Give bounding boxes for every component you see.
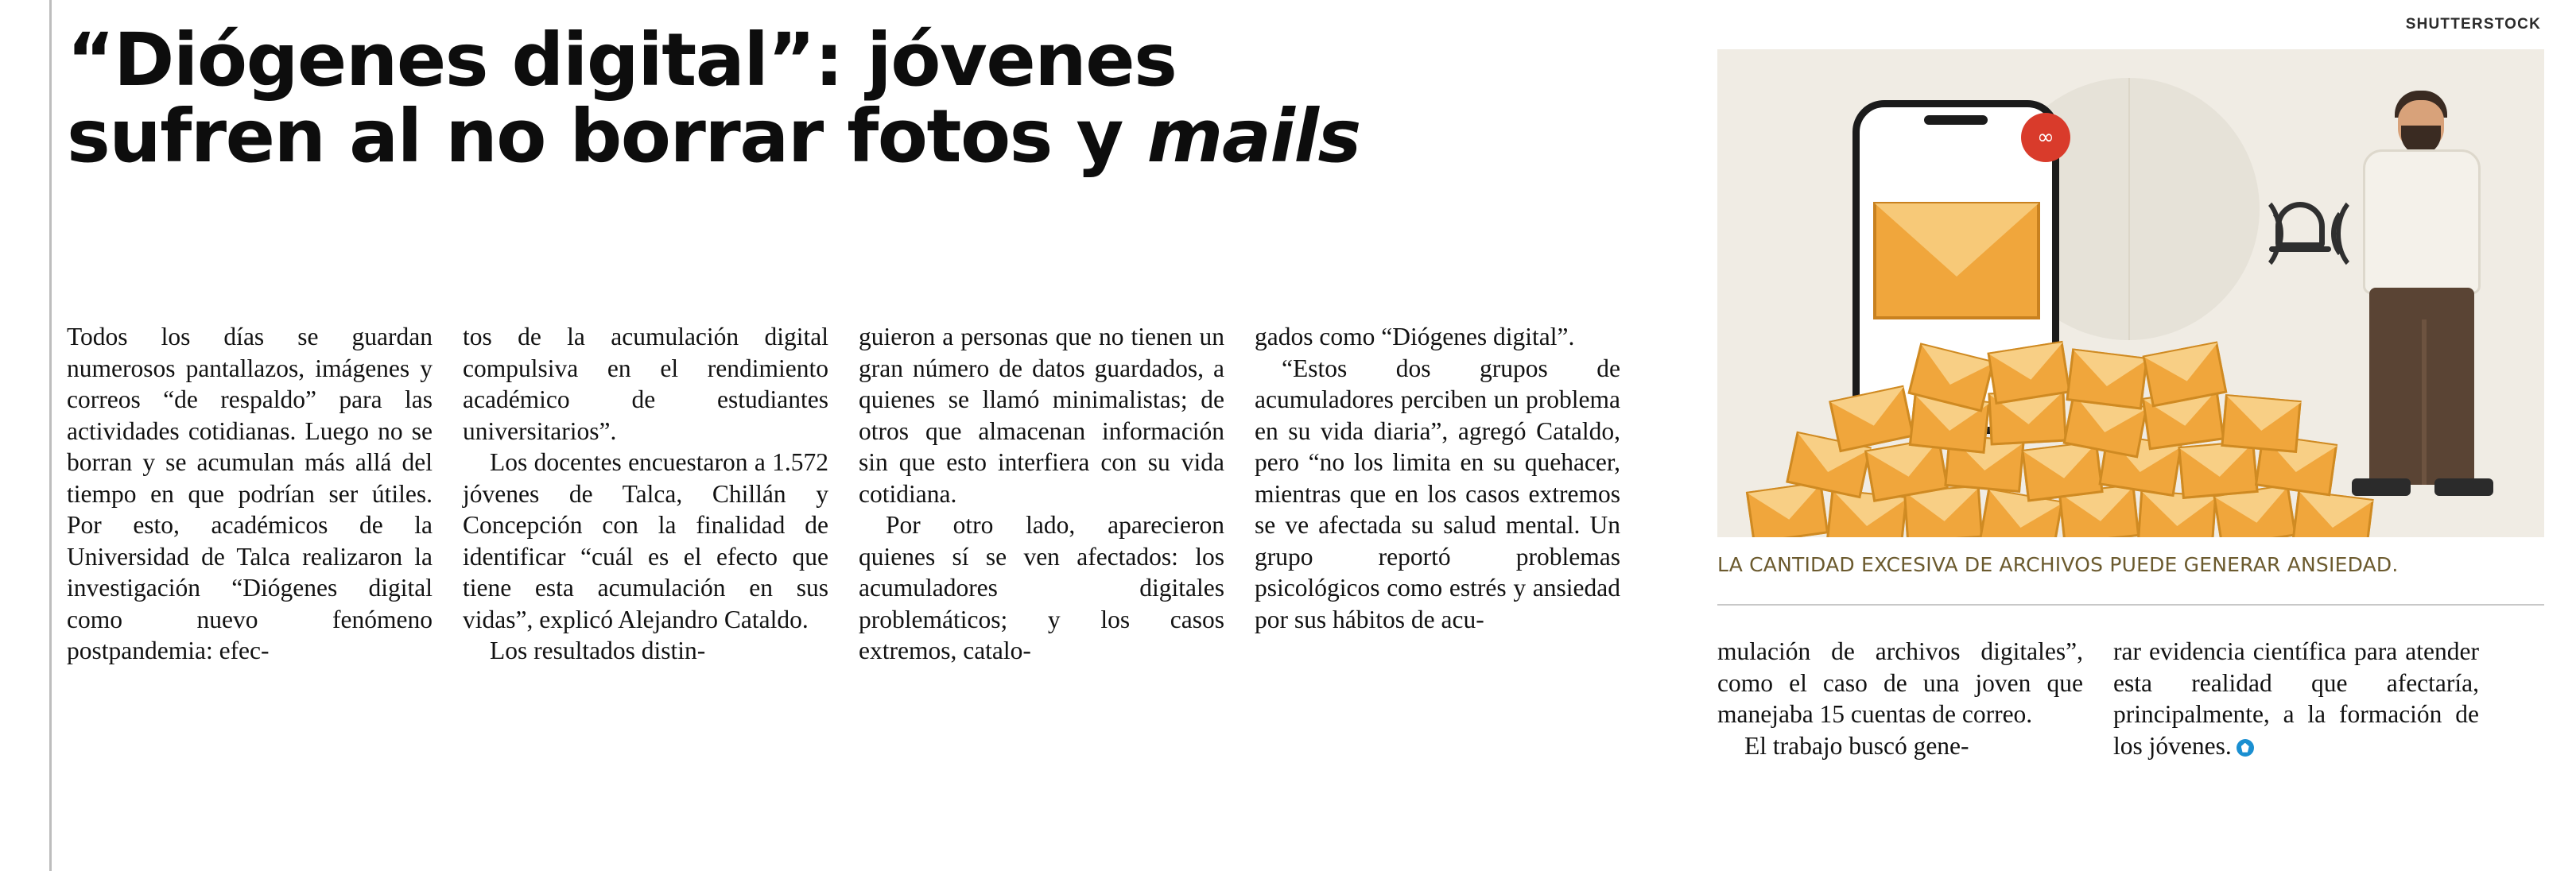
envelope-icon bbox=[1873, 202, 2040, 319]
figure-divider bbox=[1717, 604, 2544, 606]
bell-body bbox=[2275, 202, 2325, 248]
body-column-5 bbox=[1717, 636, 2083, 761]
page-title bbox=[67, 17, 1673, 179]
paragraph-text: rar evidencia científica para atender esta realidad que afectaría, principalmente, a la formación de los jóvenes. bbox=[2113, 637, 2479, 760]
headline-line-2 bbox=[67, 93, 1673, 179]
article-figure bbox=[1717, 16, 2544, 576]
pile-envelope bbox=[1746, 482, 1829, 537]
body-column-6 bbox=[2113, 636, 2479, 761]
headline-line-1: “Diógenes digital”: jóvenes bbox=[67, 17, 1177, 103]
body-column-1 bbox=[67, 321, 433, 667]
paragraph: Los resultados distin- bbox=[490, 637, 706, 665]
paragraph: “Estos dos grupos de acumuladores perciben un problema en su vida diaria”, agregó Cataldo, pero “no los limita en su quehacer, mientras que en los casos extremos se ve afectada su salud mental. Un grupo reportó problemas psicológicos como estrés y ansiedad por sus hábitos de acu- bbox=[1255, 354, 1620, 633]
person-shoe-right bbox=[2434, 478, 2493, 496]
pile-envelope bbox=[2066, 348, 2147, 409]
paragraph: Los docentes encuestaron a 1.572 jóvenes de Talca, Chillán y Concepción con la finalidad de identificar “cuál es el efecto que tiene esta acumulación en sus vidas”, explicó Alejandro Cataldo. bbox=[463, 448, 828, 633]
end-mark-icon bbox=[2237, 739, 2254, 757]
paragraph: gados como “Diógenes digital”. bbox=[1255, 323, 1575, 350]
paragraph: Todos los días se guardan numerosos pantallazos, imágenes y correos “de respaldo” para las actividades cotidianas. Luego no se borran y se acumulan más allá del tiempo en que podrían ser útiles. Por esto, académicos de la Universidad de Talca realizaron la investigación “Diógenes digital como nuevo fenómeno postpandemia: efec- bbox=[67, 323, 433, 665]
bell-wave-left-large bbox=[2223, 192, 2282, 275]
phone-notch bbox=[1924, 115, 1988, 125]
pile-envelope bbox=[2137, 490, 2217, 537]
body-column-3 bbox=[859, 321, 1224, 667]
photo-caption: LA CANTIDAD EXCESIVA DE ARCHIVOS PUEDE GENERAR ANSIEDAD. bbox=[1717, 553, 2399, 576]
photo-credit: SHUTTERSTOCK bbox=[2405, 16, 2541, 33]
pile-envelope bbox=[2178, 440, 2258, 499]
pile-envelope bbox=[2021, 440, 2103, 501]
paragraph: Por otro lado, aparecieron quienes sí se ven afectados: los acumuladores digitales problemáticos; y los casos extremos, catalo- bbox=[859, 511, 1224, 665]
body-column-2 bbox=[463, 321, 828, 667]
illustration bbox=[1717, 49, 2544, 537]
pile-envelope bbox=[2221, 394, 2301, 453]
envelope-pile bbox=[1717, 331, 2401, 537]
notification-badge: ∞ bbox=[2021, 113, 2070, 162]
paragraph bbox=[2113, 636, 2479, 761]
paragraph: mulación de archivos digitales”, como el caso de una joven que manejaba 15 cuentas de correo. bbox=[1717, 637, 2083, 729]
pile-envelope bbox=[2291, 490, 2373, 537]
body-column-4 bbox=[1255, 321, 1620, 635]
paragraph: guieron a personas que no tienen un gran número de datos guardados, a quienes se llamó minimalistas; de otros que almacenan información sin que esto interfiera con su vida cotidiana. bbox=[859, 323, 1224, 508]
headline-line-2-plain: sufren al no borrar fotos y bbox=[67, 93, 1147, 179]
person-torso bbox=[2363, 149, 2481, 294]
paragraph: El trabajo buscó gene- bbox=[1744, 731, 1969, 760]
headline-line-2-italic: mails bbox=[1146, 93, 1360, 179]
pile-envelope bbox=[1829, 385, 1915, 453]
page-left-rule bbox=[49, 0, 52, 871]
paragraph: tos de la acumulación digital compulsiva en el rendimiento académico de estudiantes universitarios”. bbox=[463, 323, 828, 445]
